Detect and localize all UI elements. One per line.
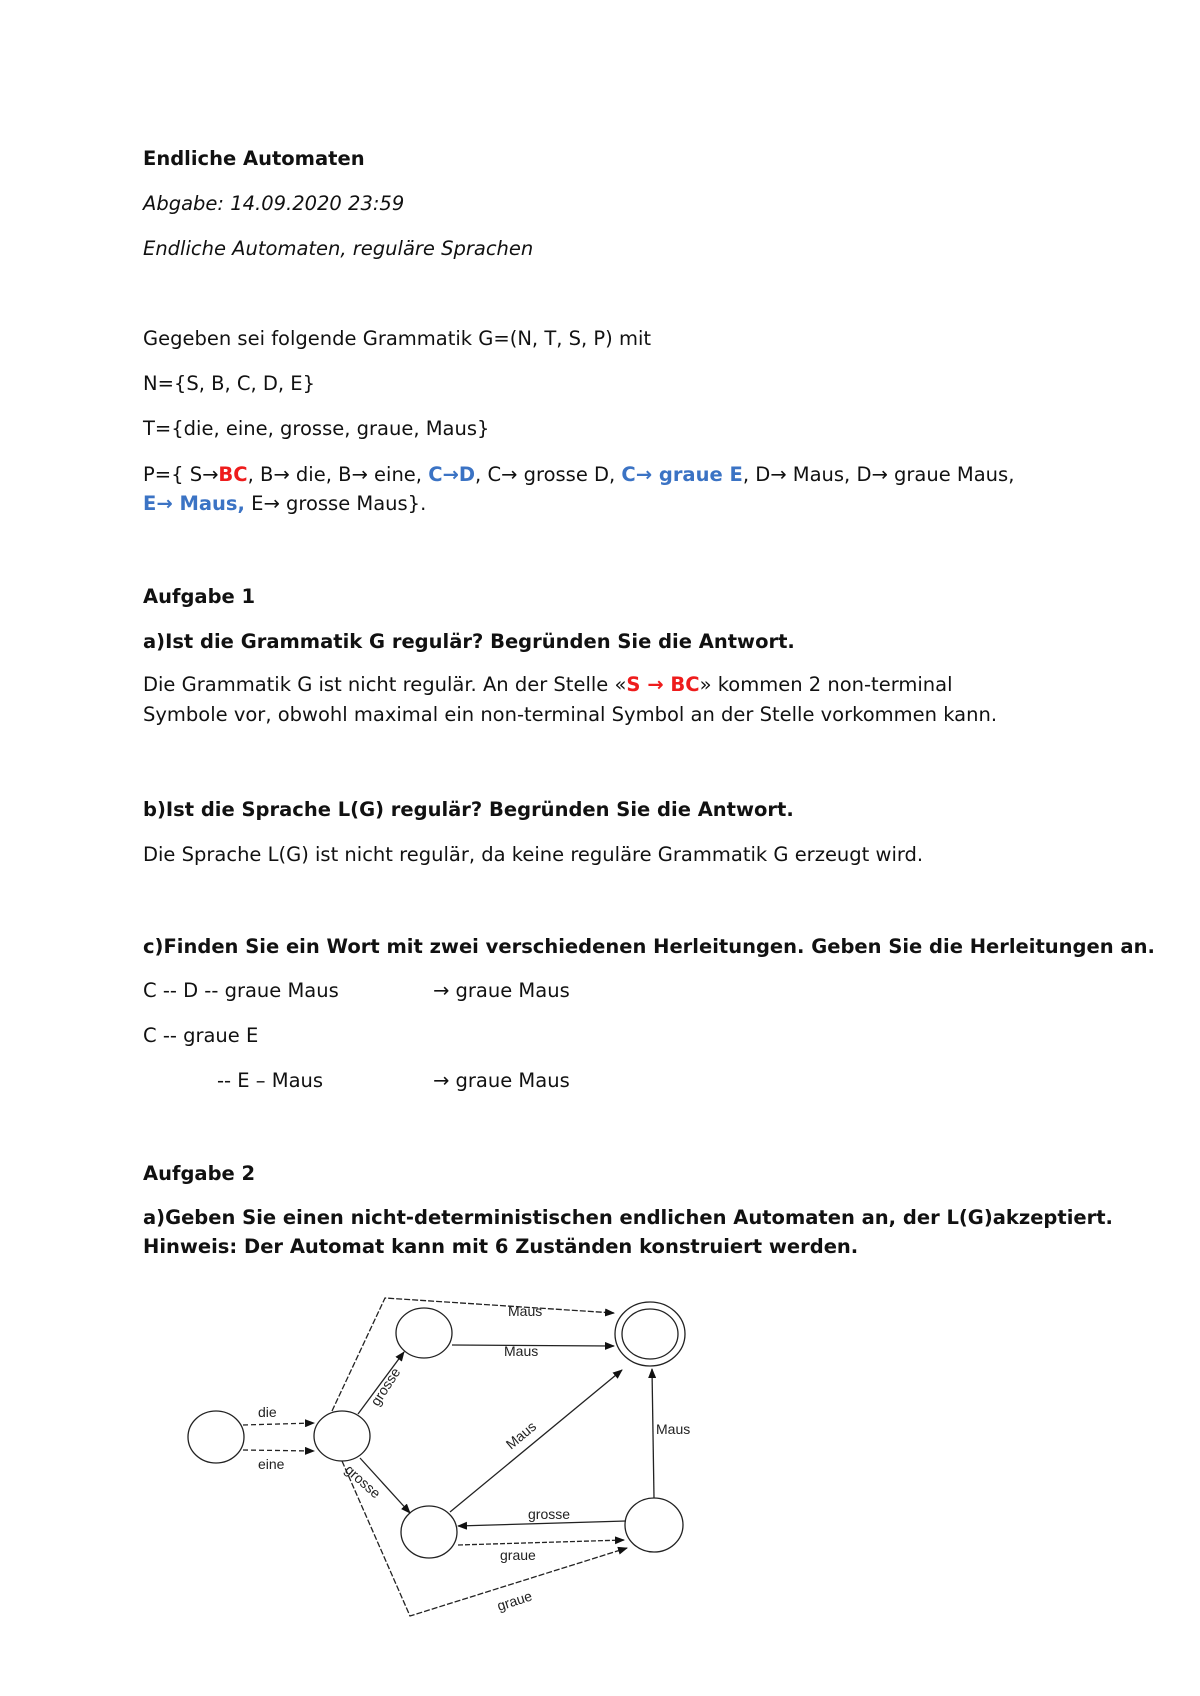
state-lower [401, 1506, 457, 1558]
edge-die [243, 1423, 314, 1425]
answer-highlight: S → BC [626, 673, 700, 696]
rule-e-maus: E→ Maus, [143, 492, 245, 515]
state-accept-inner [622, 1309, 678, 1359]
state-accept-outer [615, 1302, 685, 1366]
label-maus: Maus [508, 1303, 543, 1319]
rule-c-d: C→D [428, 463, 476, 486]
question-1c: c)Finden Sie ein Wort mit zwei verschiedenen Herleitungen. Geben Sie die Herleitungen an. [143, 935, 1155, 958]
derivation-left: C -- graue E [143, 1024, 259, 1047]
terminals: T={die, eine, grosse, graue, Maus} [143, 417, 490, 440]
label-graue: graue [500, 1547, 536, 1563]
question-1b: b)Ist die Sprache L(G) regulär? Begründen Sie die Antwort. [143, 798, 794, 821]
aufgabe1-heading: Aufgabe 1 [143, 585, 256, 608]
page-title: Endliche Automaten [143, 147, 365, 170]
derivation-left: C -- D -- graue Maus [143, 979, 339, 1002]
label-grosse: grosse [341, 1461, 384, 1502]
derivation-result: → graue Maus [433, 1069, 570, 1092]
rule-s-bc: BC [218, 463, 248, 486]
edge-maus-diag [450, 1370, 622, 1512]
edge-graue-lower [458, 1540, 624, 1545]
grammar-intro: Gegeben sei folgende Grammatik G=(N, T, S, P) mit [143, 327, 652, 350]
state-start [188, 1411, 244, 1463]
question-2a: a)Geben Sie einen nicht-deterministischen endlichen Automaten an, der L(G)akzeptiert. [143, 1206, 1113, 1229]
label-maus: Maus [656, 1421, 691, 1437]
state-b [314, 1411, 370, 1461]
label-graue: graue [494, 1587, 534, 1614]
edge-eine [243, 1450, 314, 1451]
question-2a-hint: Hinweis: Der Automat kann mit 6 Zuständen konstruiert werden. [143, 1235, 859, 1258]
edge-maus-right [652, 1369, 654, 1498]
derivation-result: → graue Maus [433, 979, 570, 1002]
aufgabe2-heading: Aufgabe 2 [143, 1162, 256, 1185]
label-eine: eine [258, 1456, 285, 1472]
derivation-left: -- E – Maus [217, 1069, 324, 1092]
answer-1a-line2: Symbole vor, obwohl maximal ein non-terminal Symbol an der Stelle vorkommen kann. [143, 703, 998, 726]
label-grosse: grosse [528, 1506, 571, 1522]
rule-c-graue-e: C→ graue E [621, 463, 743, 486]
rule-segment: E→ grosse Maus}. [244, 492, 427, 515]
label-grosse: grosse [367, 1364, 404, 1409]
rule-segment: , D→ Maus, D→ graue Maus, [742, 463, 1015, 486]
nonterminals: N={S, B, C, D, E} [143, 372, 316, 395]
rule-segment: , B→ die, B→ eine, [247, 463, 429, 486]
question-1a: a)Ist die Grammatik G regulär? Begründen Sie die Antwort. [143, 630, 795, 653]
subtitle: Endliche Automaten, reguläre Sprachen [143, 237, 534, 260]
answer-1b: Die Sprache L(G) ist nicht regulär, da keine reguläre Grammatik G erzeugt wird. [143, 843, 924, 866]
answer-text: » kommen 2 non-terminal [699, 673, 953, 696]
label-die: die [258, 1404, 277, 1420]
state-upper [396, 1308, 452, 1358]
rule-open: P={ S→ [143, 463, 219, 486]
label-maus: Maus [502, 1418, 540, 1453]
state-right [625, 1498, 683, 1552]
rule-segment: , C→ grosse D, [475, 463, 622, 486]
label-maus: Maus [504, 1343, 539, 1359]
answer-text: Die Grammatik G ist nicht regulär. An der Stelle « [143, 673, 627, 696]
due-date: Abgabe: 14.09.2020 23:59 [143, 192, 405, 215]
